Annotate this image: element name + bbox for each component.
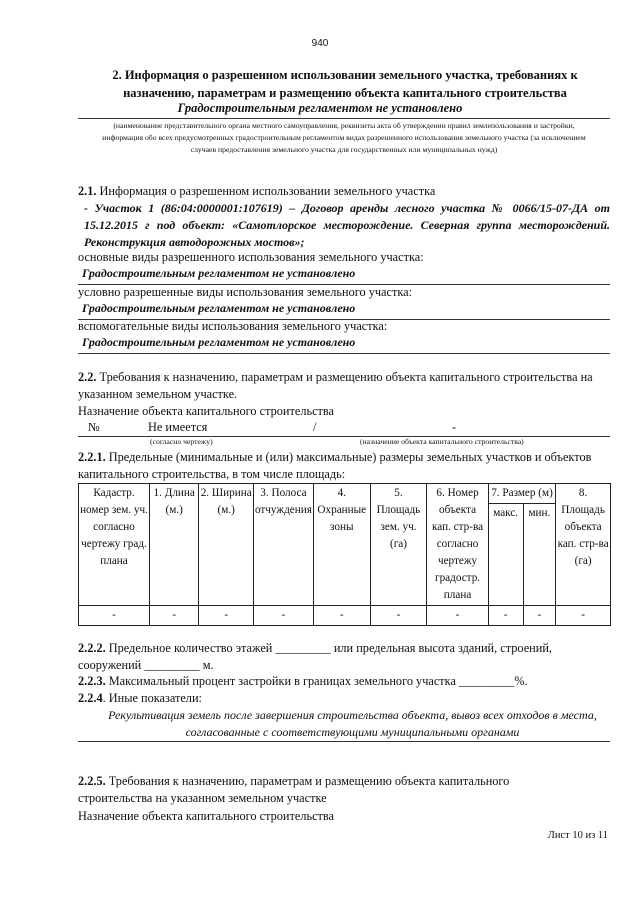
table-cell: - [370, 606, 427, 626]
caption-object-purpose: (назначение объекта капитального строительства) [360, 437, 524, 446]
table-cell: - [199, 606, 254, 626]
sheet-counter: Лист 10 из 11 [547, 830, 608, 841]
section-number: 2.2.3. [78, 674, 106, 688]
table-cell: - [79, 606, 150, 626]
divider [78, 353, 610, 354]
main-use-value: Градостроительным регламентом не установлено [82, 266, 356, 280]
conditional-use-label: условно разрешенные виды использования земельного участка: [78, 285, 412, 299]
authority-caption: (наименование представительного органа местного самоуправления, реквизиты акта об утверждении правил землепользования и застройки, информация обо всех предусмотренных градостроительным регламентом видах разрешенного использования земельного участка (за исключением случаев предоставления земельного участка для государственных или муниципальных нужд) [102, 121, 586, 154]
main-use-label: основные виды разрешенного использования земельного участка: [78, 250, 424, 264]
purpose-label-2: Назначение объекта капитального строительства [78, 809, 335, 823]
table-cell: - [556, 606, 611, 626]
section-number: 2.2.2. [78, 641, 106, 655]
section-2-2-3-text [78, 673, 612, 690]
section-heading-text: Информация о разрешенном использовании земельного участка [96, 184, 436, 198]
section-heading-text: Требования к назначению, параметрам и размещению объекта капитального строительства на указанном земельном участке. [78, 370, 593, 401]
header-size: 7. Размер (м) [488, 484, 555, 504]
auxiliary-use-value: Градостроительным регламентом не установлено [82, 335, 356, 349]
section-number: 2.2.1. [78, 450, 106, 464]
section-number: 2.2. [78, 370, 97, 384]
section-2-2-4-text [78, 690, 612, 707]
section-2-1-heading [78, 183, 612, 200]
section-2-2-2-text [78, 640, 612, 674]
object-number-value: Не имеется [148, 420, 208, 434]
section-number: 2.1. [78, 184, 97, 198]
header-length: 1. Длина (м.) [150, 484, 199, 606]
regulation-note: Градостроительным регламентом не установлено [177, 101, 463, 115]
caption-by-drawing: (согласно чертежу) [150, 437, 213, 446]
object-purpose-value: - [452, 420, 457, 434]
divider [78, 118, 610, 119]
parameters-table [78, 483, 611, 626]
section-body-text: Требования к назначению, параметрам и размещению объекта капитального строительства на указанном земельном участке [78, 774, 510, 805]
table-cell: - [150, 606, 199, 626]
header-cadastral-number: Кадастр. номер зем. уч. согласно чертежу град. плана [79, 484, 150, 606]
section-body-text: Максимальный процент застройки в границах земельного участка _________%. [105, 674, 528, 688]
slash-separator: / [313, 420, 317, 434]
header-size-min: мин. [523, 504, 556, 606]
divider [78, 741, 610, 742]
purpose-label: Назначение объекта капитального строительства [78, 404, 335, 418]
table-cell: - [313, 606, 370, 626]
conditional-use-value: Градостроительным регламентом не установлено [82, 301, 356, 315]
table-cell: - [427, 606, 489, 626]
header-plot-area: 5. Площадь зем. уч. (га) [370, 484, 427, 606]
table-cell: - [523, 606, 556, 626]
other-indicators-value: Рекультивация земель после завершения строительства объекта, вывоз всех отходов в места, согласованные с соответствующими муниципальными органами [108, 708, 597, 739]
number-sign: № [88, 420, 100, 434]
section-number: 2.2.5. [78, 774, 106, 788]
page-number: 940 [311, 38, 329, 49]
header-object-area: 8. Площадь объекта кап. стр-ва (га) [556, 484, 611, 606]
section-body-text: Предельное количество этажей _________ или предельная высота зданий, строений, сооружений _________ м. [78, 641, 552, 672]
section-body-text: . Иные показатели: [102, 691, 202, 705]
section-2-title: 2. Информация о разрешенном использовании земельного участка, требованиях к назначению, параметрам и размещению объекта капитального строительства [112, 68, 578, 100]
header-width: 2. Ширина (м.) [199, 484, 254, 606]
table-row [79, 606, 611, 626]
section-2-2-5-text [78, 773, 548, 807]
table-cell: - [253, 606, 313, 626]
header-size-max: макс. [488, 504, 523, 606]
auxiliary-use-label: вспомогательные виды использования земельного участка: [78, 319, 388, 333]
section-body-text: Предельные (минимальные и (или) максимальные) размеры земельных участков и объектов капитального строительства, в том числе площадь: [78, 450, 592, 481]
plot-info: - Участок 1 (86:04:0000001:107619) – Договор аренды лесного участка № 0066/15-07-ДА от 15.12.2015 г под объект: «Самотлорское месторождение. Северная группа месторождений. Реконструкция автодорожных мостов»; [84, 201, 610, 249]
header-protected-zones: 4. Охранные зоны [313, 484, 370, 606]
header-object-number: 6. Номер объекта кап. стр-ва согласно чертежу градостр. плана [427, 484, 489, 606]
section-2-2-1-text [78, 449, 612, 483]
section-2-2-heading [78, 369, 612, 403]
section-number: 2.2.4 [78, 691, 103, 705]
header-exclusion-strip: 3. Полоса отчуждения [253, 484, 313, 606]
table-cell: - [488, 606, 523, 626]
